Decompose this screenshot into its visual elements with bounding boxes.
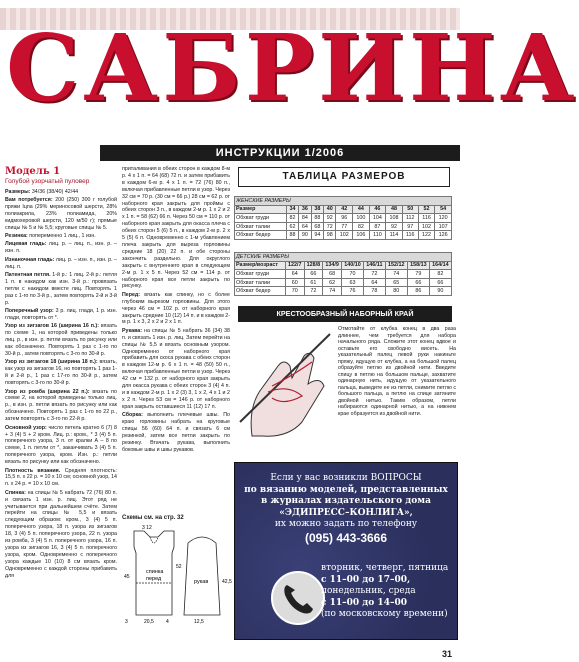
paragraph-text: 200 (250) 300 г голубой пряжи Іцпа (29% мериносовой шерсти, 28% полиакрила, 23% полиамида, 20% кидмохеровой шерсти, 120 м/50 г); прямые спицы № 5 и № 5,5; круговые спицы № 5. [5, 197, 117, 231]
table-row [235, 278, 452, 287]
cast-on-title: КРЕСТООБРАЗНЫЙ НАБОРНЫЙ КРАЙ [238, 306, 452, 322]
paragraph-text: выполнить плечевые швы. По краю горловины набрать на круговые спицы 56 (60) 64 п. и связать 6 см резинкой, затем все петли закрыть по резинку. Втачать рукава, выполнить боковые швы и швы рукавов. [122, 412, 230, 453]
table-cell: 66 [429, 278, 451, 287]
table-cell: 64 [299, 222, 311, 231]
dim-4: 4 [166, 619, 169, 625]
paragraph-text: вязать по схеме 1, на которой приведены только лиц. р., в изн. р. петли вязать по рисунку или как обозначено. Повторять 1 раз с 1-го по 30-й р., затем повторять с 3-го по 30-й р. [5, 323, 117, 358]
table-header-cell: 146/11 [364, 261, 386, 270]
table-cell: 64 [285, 270, 304, 279]
table-cell: 116 [402, 231, 418, 240]
instruction-paragraph [5, 425, 117, 466]
table-cell: Обхват талии [235, 222, 287, 231]
table-header-cell: 48 [386, 205, 403, 214]
instruction-paragraph [5, 323, 117, 358]
instruction-paragraph [122, 328, 230, 411]
paragraph-heading: Вам потребуется: [5, 197, 53, 203]
table-header-cell: 50 [402, 205, 418, 214]
table-cell: 97 [402, 222, 418, 231]
paragraph-heading: Лицевая гладь: [5, 241, 47, 248]
magazine-logo: САБРИНА [6, 14, 579, 122]
table-cell: 112 [402, 214, 418, 223]
table-section-label: ЖЕНСКИЕ РАЗМЕРЫ [235, 197, 452, 206]
dim-20-5: 20,5 [144, 619, 154, 625]
paragraph-text: лиц. р. – лиц. п., изн. р. – изн. п. [5, 241, 117, 255]
table-cell: 94 [311, 231, 323, 240]
table-cell: 74 [385, 270, 407, 279]
table-cell: 68 [323, 270, 342, 279]
table-cell: 88 [286, 231, 298, 240]
dim-42-5: 42,5 [222, 579, 232, 585]
telephone-handset-icon [273, 573, 323, 623]
instruction-paragraph [5, 389, 117, 424]
size-table-title: ТАБЛИЦА РАЗМЕРОВ [238, 167, 450, 187]
paragraph-text: 1-й р.: 1 лиц. 2-й р.: петля 1 п. в накидом как изн. 3-й р.: провязать петли с накидом вместе лиц. Повторять 1 раз с 1-го по 3-й р., затем повторять 2-й и 3-й р. [5, 272, 118, 306]
table-cell: 62 [323, 278, 342, 287]
paragraph-heading: Перед: [122, 291, 141, 298]
hand-illustration [232, 326, 336, 440]
dim-3-12: 3 12 [142, 525, 152, 531]
paragraph-heading: Узор из ромба (ширина 22 п.): [5, 388, 90, 395]
instruction-paragraph [5, 241, 117, 255]
table-header-cell: 42 [336, 205, 353, 214]
table-cell: 86 [407, 287, 429, 296]
instruction-paragraph [5, 257, 117, 271]
table-cell: 76 [341, 287, 363, 296]
model-title: Модель 1 [5, 166, 61, 177]
paragraph-text: вязать по схеме 2, на которой приведены только лиц. р., в изн. р. петли вязать по рисунку или как обозначено. Повторять 1 раз с 1-го по 22 р., затем повторять с 3-го по 22-й р. [5, 388, 117, 423]
table-header-cell: 122/7 [285, 261, 304, 270]
middle-paragraphs [122, 166, 230, 454]
knitting-hand-icon [232, 326, 336, 440]
table-header-cell: 34 [286, 205, 298, 214]
label-back: спинка [146, 569, 164, 575]
instruction-paragraph [122, 412, 230, 453]
table-cell: 82 [429, 270, 451, 279]
table-cell: 60 [285, 278, 304, 287]
table-cell: 70 [285, 287, 304, 296]
women-size-table [234, 196, 452, 240]
table-header-cell: 38 [311, 205, 323, 214]
dim-3: 3 [125, 619, 128, 625]
table-cell: 114 [386, 231, 403, 240]
table-cell: 82 [353, 222, 370, 231]
paragraph-heading: Поперечный узор: [5, 308, 54, 315]
paragraph-heading: Плотность вязания. [5, 467, 61, 474]
table-cell: 102 [336, 231, 353, 240]
paragraph-text: вязать как спинку, но с более глубоким вырезом горловины. Для этого через 46 см = 102 р. от наборного края закрыть средние 10 (12) 14 п. и в каждом 2-м р. 1 х 3, 2 х 2 и 2 х 1 п. [122, 291, 230, 326]
paragraph-text: попеременно 1 лиц., 1 изн. [27, 233, 96, 240]
table-cell: 126 [435, 231, 452, 240]
dim-12-5: 12,5 [194, 619, 204, 625]
instructions-column-middle [122, 166, 230, 514]
instruction-paragraph [5, 189, 117, 196]
phone-icon [271, 571, 325, 625]
table-cell: 63 [341, 278, 363, 287]
table-cell: 64 [364, 278, 386, 287]
cast-on-description: Отмотайте от клубка конец в два раза длиннее, чем требуется для набора начального ряда. Сложите этот конец вдвое и оставьте его свободно висеть. На указательный палец левой руки накиньте пряжу, идущую от клубка, а на большой палец образуйте петлю из двойной нити. Введите спицу в петлю на большом пальце, захватите одинарную нить, идущую от указательного пальца, выведите ее из петли, снимите петлю с большого пальца, а петлю на спице затяните двойной нитью. Таким образом, петли набираются одинарной нитью, а на нижнем крае образуется из двойной нити. [338, 326, 456, 417]
page-number: 31 [441, 649, 452, 659]
paragraph-text: на спицы № 5 набрать 36 (34) 38 п. и связать 1 изн. р. лиц. Затем перейти на спицы № 5,5 и вязать основным узором. Одновременно от наборного края прибавить для скоса рукава с обеих сторон в каждом 12-м р. 6 х 1 п. = 48 (50) 50 п., включая прибавленные петли в узор. Через 42 см = 132 р. от наборного края закрыть для окасса рукава с обеих сторон 3 (4) 4 п. и в каждом 2-м р. 1 х 2 (3) 3, 1 х 2, 4 х 1 и 2 х 2 п. Через 53 см = 146 р. от наборного края закрыть оставшиеся 11 (12) 17 п. [122, 327, 230, 410]
instruction-paragraph [5, 233, 117, 240]
table-cell: 104 [369, 214, 386, 223]
table-row [235, 214, 452, 223]
table-cell: 106 [353, 231, 370, 240]
instruction-paragraph [122, 166, 230, 290]
paragraph-text: вязать, как узор из зигзагов 16, но повторять 1 раз 1-й и 2-й р., 1 раз с 17-го по 30-й р., затем повторять с 3-го по 30-й р. [5, 359, 117, 387]
paragraph-heading: Рукава: [122, 327, 142, 334]
paragraph-heading: Размеры: [5, 188, 31, 195]
paragraph-text: лиц. р. – изн. п., изн. р. – лиц. п. [5, 256, 117, 270]
ad-hours-1: вторник, четверг, пятница [321, 563, 449, 573]
table-header-row [235, 205, 452, 214]
table-header-cell: 164/14 [429, 261, 451, 270]
kids-size-table [234, 252, 452, 296]
table-cell: 65 [385, 278, 407, 287]
ad-phone-number: (095) 443-3666 [304, 530, 388, 545]
instruction-paragraph [5, 308, 117, 322]
table-cell: Обхват бедер [235, 287, 286, 296]
paragraph-heading: Основной узор: [5, 424, 47, 431]
table-cell: 96 [336, 214, 353, 223]
ad-line-4: «ЭДИПРЕСС–КОНЛИГА», [279, 507, 413, 518]
label-sleeve: рукав [194, 579, 209, 585]
table-cell: 98 [324, 231, 336, 240]
ad-hours-3: понедельник, среда [321, 586, 416, 596]
table-header-cell: 140/10 [341, 261, 363, 270]
ad-line-5: их можно задать по телефону [274, 519, 418, 529]
table-cell: 92 [386, 222, 403, 231]
table-cell: 77 [336, 222, 353, 231]
table-header-cell: 128/8 [304, 261, 323, 270]
table-cell: 82 [286, 214, 298, 223]
instruction-paragraph [5, 197, 117, 232]
ad-hours-4: с 11–00 до 14–00 [321, 597, 407, 608]
table-header-cell: 152/12 [385, 261, 407, 270]
table-header-cell: 40 [324, 205, 336, 214]
table-cell: Обхват груди [235, 214, 287, 223]
instruction-paragraph [5, 468, 117, 489]
paragraph-text: 34/36 (38/40) 42/44 [30, 188, 79, 195]
table-cell: 66 [304, 270, 323, 279]
pattern-diagram [122, 515, 230, 637]
table-cell: 90 [429, 287, 451, 296]
masthead [0, 0, 579, 142]
pattern-caption: Схемы см. на стр. 32 [122, 515, 184, 521]
table-header-cell: 46 [369, 205, 386, 214]
garment-schematic [122, 523, 230, 633]
ad-hours-5: (по московскому времени) [321, 609, 448, 619]
paragraph-heading: Спинка: [5, 489, 26, 496]
table-cell: 78 [364, 287, 386, 296]
table-header-cell: 44 [353, 205, 370, 214]
table-cell: 90 [299, 231, 311, 240]
label-front: перед [146, 576, 162, 582]
table-cell: 72 [364, 270, 386, 279]
table-header-cell: 54 [435, 205, 452, 214]
paragraph-text: приталивания в обеих сторон в каждом 8-м р. 4 х 1 п. = 64 (68) 72 п. и затем прибавить в каждом 6-м р. 4 х 1 п. = 72 (76) 80 п., включая прибавленные петли в узор. Через 32 см = 70 р. (30 см = 66 р.) 28 см = 62 р. от наборного края закрыть для проймы с обеих сторон 3 п., в каждом 2-м р. 1 х 2 и 2 х 1 п. = 58 (62) 66 п. Через 50 см = 110 р. от наборного края закрыть для окасса плеча с обеих сторон 5 (6) 5 п., в каждом 2-м р. 2 х 5 (5) 6 п. Одновременно с 1-м убавлением плеча закрыть для выреза горловины средние 18 (20) 22 п. и обе стороны закончить раздельно. Для округлого закрыть с внутреннего края в следующем 2-м р. 1 х 5 п. Через 52 см = 114 р. от наборного края все петли закрыть по рисунку. [122, 166, 230, 290]
table-cell: 102 [418, 222, 435, 231]
table-section-label: ДЕТСКИЕ РАЗМЕРЫ [235, 253, 452, 262]
instructions-column-left [5, 166, 117, 636]
table-header-cell: Размер/возраст [235, 261, 286, 270]
paragraph-heading: Изнаночная гладь: [5, 256, 55, 263]
model-subtitle: Голубой узорчатый пуловер [5, 178, 90, 185]
ad-hours [321, 563, 451, 621]
table-row [235, 270, 452, 279]
table-cell: 116 [418, 214, 435, 223]
help-line-ad [234, 462, 458, 640]
table-cell: 108 [386, 214, 403, 223]
table-header-cell: 158/13 [407, 261, 429, 270]
table-cell: 74 [323, 287, 342, 296]
table-cell: 120 [435, 214, 452, 223]
paragraph-text: Средняя плотность: 15,5 п. х 22 р. = 10 х 10 см; основной узор, 14 п. х 24 р. = 10 х 10 см. [5, 467, 117, 488]
ad-line-1: Если у вас возникли ВОПРОСЫ [270, 473, 422, 483]
ad-hours-2: с 11–00 до 17–00, [321, 574, 411, 585]
table-row [235, 287, 452, 296]
table-cell: 107 [435, 222, 452, 231]
table-cell: 80 [385, 287, 407, 296]
table-cell: 88 [311, 214, 323, 223]
table-cell: 68 [311, 222, 323, 231]
paragraph-heading: Резинка: [5, 233, 28, 240]
table-row [235, 231, 452, 240]
table-header-cell: 52 [418, 205, 435, 214]
table-cell: 66 [407, 278, 429, 287]
table-header-cell: Размер [235, 205, 287, 214]
table-header-cell: 36 [299, 205, 311, 214]
paragraph-heading: Узор из зигзагов 16 (ширина 16 п.): [5, 323, 99, 330]
table-cell: 87 [369, 222, 386, 231]
table-cell: 61 [304, 278, 323, 287]
table-cell: Обхват талии [235, 278, 286, 287]
table-header-row [235, 261, 452, 270]
paragraph-heading: Сборка: [122, 412, 143, 419]
dim-45: 45 [124, 574, 130, 580]
left-paragraphs [5, 189, 117, 580]
table-cell: 110 [369, 231, 386, 240]
instruction-paragraph [5, 359, 117, 387]
table-cell: 84 [299, 214, 311, 223]
table-cell: 70 [341, 270, 363, 279]
paragraph-heading: Патентная петля. [5, 272, 51, 279]
paragraph-heading: Узор из зигзагов 18 (ширина 18 п.): [5, 359, 98, 366]
section-title: ИНСТРУКЦИИ 1/2006 [100, 145, 460, 161]
table-cell: 100 [353, 214, 370, 223]
table-cell: 72 [304, 287, 323, 296]
instruction-paragraph [5, 490, 117, 580]
sleeve-outline [184, 537, 220, 615]
dim-52: 52 [176, 564, 182, 570]
instruction-paragraph [5, 272, 117, 307]
table-cell: 92 [324, 214, 336, 223]
table-cell: Обхват груди [235, 270, 286, 279]
table-header-cell: 134/9 [323, 261, 342, 270]
instruction-paragraph [122, 292, 230, 327]
ad-line-2: по вязанию моделей, представленных [244, 484, 448, 495]
table-row [235, 222, 452, 231]
paragraph-text: число петель кратно 6 (7) 8 + 3 (4) 5 + 2 кром. Лиц. р.: кром., * 3 (4) 5 п. поперечного узора, 3 п. от кралки А – 8 по схеме, 1 п. петли от *, заканчивать 3 (4) 5 п. поперечного узора, кром. Изн. р.: петли вязать по рисунку или как обозначено. [5, 424, 117, 466]
table-cell: 79 [407, 270, 429, 279]
table-cell: 122 [418, 231, 435, 240]
table-cell: Обхват бедер [235, 231, 287, 240]
table-cell: 62 [286, 222, 298, 231]
paragraph-text: 3 р. лиц. глади, 1 р. изн. глади, повторять от *. [5, 308, 117, 321]
table-cell: 72 [324, 222, 336, 231]
ad-line-3: в журналах издательского дома [261, 496, 431, 506]
paragraph-text: на спицы № 5 набрать 72 (76) 80 п. и связать 1 изн. р. лиц. Этот ряд не учитывается при дальнейшем счёте. Затем перейти на спицы № 5,5 и вязать следующим образом: кром., 3 (4) 5 п. поперечного узора, 18 п. узора из зигзагов 18, 3 (4) 5 п. поперечного узора, 22 п. узора из ромба, 3 (4) 5 п. поперечного узора, 16 п. узора из зигзагов 16, 3 (4) 5 п. поперечного узора, кром. Одновременно с поперечного узора каждые 10 (10) 8 см вязать кром. Одновременно с каждой стороны прибавить для [5, 489, 117, 579]
